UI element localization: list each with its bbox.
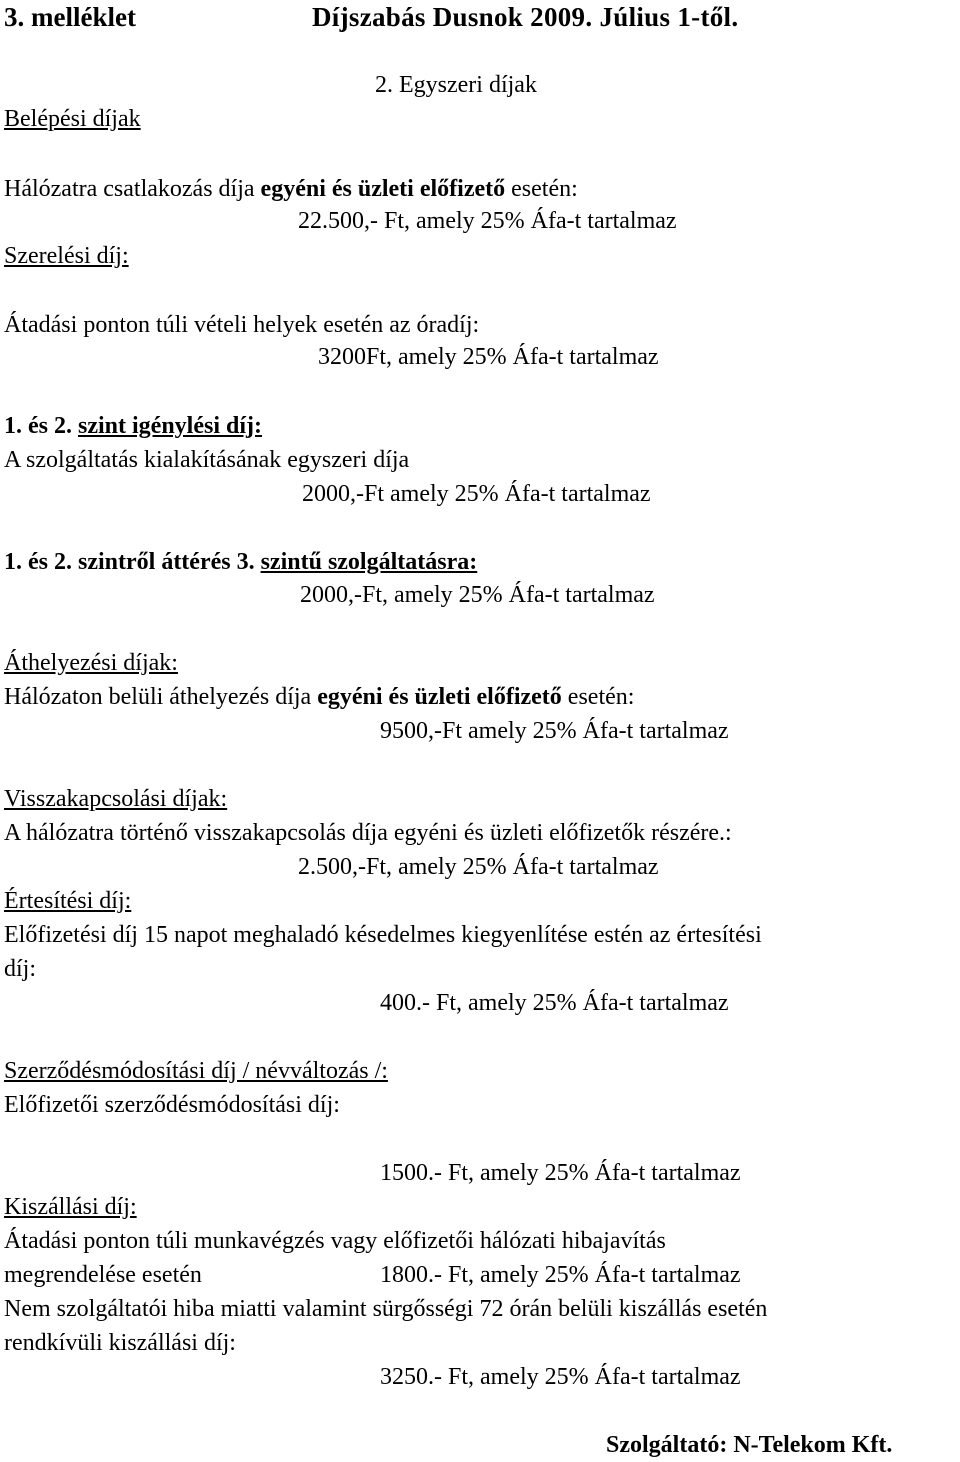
relocation-amount: 9500,-Ft amely 25% Áfa-t tartalmaz [380, 718, 729, 744]
installation-heading: Szerelési díj: [4, 243, 129, 269]
level-request-heading-underlined: szint igénylési díj: [78, 413, 262, 439]
relocation-heading: Áthelyezési díjak: [4, 650, 178, 676]
entry-fees-line-text: Hálózatra csatlakozás díja [4, 176, 261, 202]
annex-label: 3. melléklet [4, 2, 136, 32]
relocation-line-end: esetén: [561, 684, 635, 710]
notification-amount: 400.- Ft, amely 25% Áfa-t tartalmaz [380, 990, 729, 1016]
callout-line-2-amount: 1800.- Ft, amely 25% Áfa-t tartalmaz [380, 1262, 741, 1288]
level-request-heading [4, 411, 262, 441]
contract-change-amount: 1500.- Ft, amely 25% Áfa-t tartalmaz [380, 1160, 741, 1186]
callout-line-2-label: megrendelése esetén [4, 1262, 202, 1288]
installation-amount: 3200Ft, amely 25% Áfa-t tartalmaz [318, 344, 659, 370]
entry-fees-line-bold: egyéni és üzleti előfizető [260, 176, 506, 202]
entry-fees-line [4, 174, 578, 204]
notification-line-2: díj: [4, 956, 37, 982]
callout-line-1: Átadási ponton túli munkavégzés vagy előfizetői hálózati hibajavítás [4, 1228, 666, 1254]
level-request-line: A szolgáltatás kialakításának egyszeri díja [4, 447, 410, 473]
page-title: Díjszabás Dusnok 2009. Július 1-től. [312, 2, 739, 32]
level-request-heading-prefix: 1. és 2. [4, 413, 78, 439]
installation-line: Átadási ponton túli vételi helyek esetén az óradíj: [4, 312, 480, 338]
callout-line-4: rendkívüli kiszállási díj: [4, 1330, 236, 1356]
reconnection-amount: 2.500,-Ft, amely 25% Áfa-t tartalmaz [298, 854, 659, 880]
relocation-line-bold: egyéni és üzleti előfizető [317, 684, 562, 710]
level-switch-heading-underlined: szintű szolgáltatásra: [260, 549, 478, 575]
relocation-line [4, 682, 634, 712]
reconnection-line: A hálózatra történő visszakapcsolás díja egyéni és üzleti előfizetők részére.: [4, 820, 732, 846]
entry-fees-heading: Belépési díjak [4, 106, 141, 132]
callout-amount: 3250.- Ft, amely 25% Áfa-t tartalmaz [380, 1364, 741, 1390]
level-request-amount: 2000,-Ft amely 25% Áfa-t tartalmaz [302, 481, 651, 507]
reconnection-heading: Visszakapcsolási díjak: [4, 786, 228, 812]
contract-change-heading: Szerződésmódosítási díj / névváltozás /: [4, 1058, 388, 1084]
level-switch-heading-prefix: 1. és 2. szintről áttérés 3. [4, 549, 261, 575]
notification-heading: Értesítési díj: [4, 888, 132, 914]
entry-fees-amount: 22.500,- Ft, amely 25% Áfa-t tartalmaz [298, 208, 677, 234]
provider-signature: Szolgáltató: N-Telekom Kft. [606, 1432, 893, 1458]
contract-change-line: Előfizetői szerződésmódosítási díj: [4, 1092, 340, 1118]
notification-line-1: Előfizetési díj 15 napot meghaladó késedelmes kiegyenlítése estén az értesítési [4, 922, 762, 948]
section-title: 2. Egyszeri díjak [375, 72, 537, 98]
entry-fees-line-end: esetén: [505, 176, 578, 202]
level-switch-heading [4, 547, 477, 577]
relocation-line-text: Hálózaton belüli áthelyezés díja [4, 684, 318, 710]
callout-line-3: Nem szolgáltatói hiba miatti valamint sürgősségi 72 órán belüli kiszállás esetén [4, 1296, 768, 1322]
callout-heading: Kiszállási díj: [4, 1194, 137, 1220]
level-switch-amount: 2000,-Ft, amely 25% Áfa-t tartalmaz [300, 582, 655, 608]
